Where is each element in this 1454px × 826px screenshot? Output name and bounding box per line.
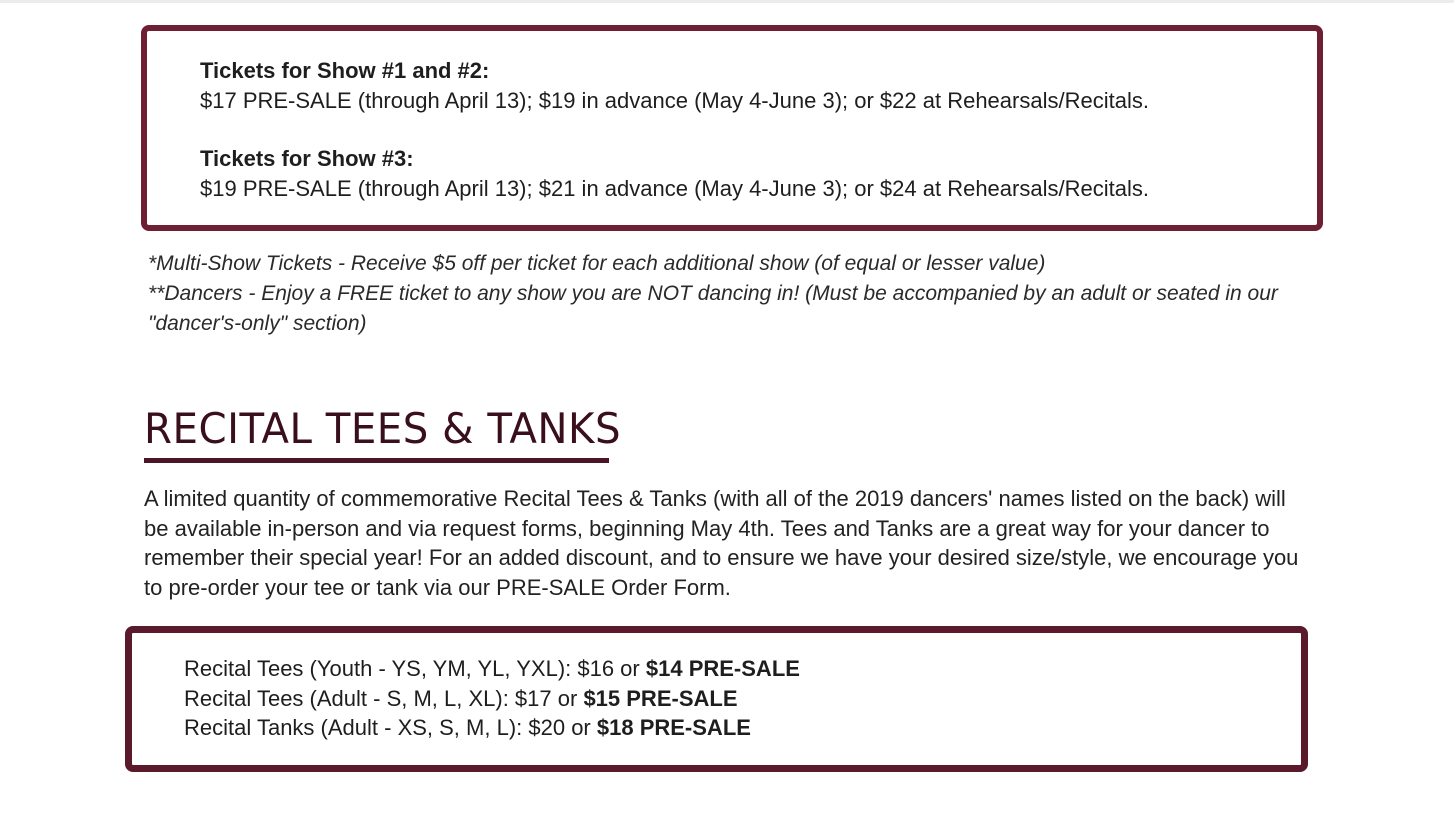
tee-presale-price: $14 PRE-SALE xyxy=(645,656,800,681)
tee-price-line xyxy=(184,713,800,743)
multi-show-note: *Multi-Show Tickets - Receive $5 off per ticket for each additional show (of equal or lesser value) xyxy=(148,252,1046,275)
show-1-2-ticket-info xyxy=(200,56,1149,116)
show-1-2-prices: $17 PRE-SALE (through April 13); $19 in advance (May 4-June 3); or $22 at Rehearsals/Recitals. xyxy=(200,88,1149,113)
show-3-ticket-info xyxy=(200,144,1149,204)
tee-price-line xyxy=(184,684,800,714)
dancers-note: **Dancers - Enjoy a FREE ticket to any show you are NOT dancing in! (Must be accompanied by an adult or seated in our "dancer's-only" section) xyxy=(148,282,1278,335)
tee-price-label: Recital Tanks (Adult - XS, S, M, L): $20 or xyxy=(184,715,597,741)
section-title: RECITAL TEES & TANKS xyxy=(144,404,622,453)
section-title-underline xyxy=(144,458,609,463)
show-1-2-heading: Tickets for Show #1 and #2: xyxy=(200,58,490,83)
tee-presale-price: $18 PRE-SALE xyxy=(596,715,751,741)
ticket-notes xyxy=(148,249,1338,339)
tee-price-line xyxy=(184,654,800,684)
top-divider xyxy=(0,0,1454,3)
ticket-prices-box xyxy=(141,25,1323,231)
tees-intro-paragraph: A limited quantity of commemorative Recital Tees & Tanks (with all of the 2019 dancers' names listed on the back) will be available in-person and via request forms, beginning May 4th. Tees and Tanks are a great way for your dancer to remember their special year! For an added discount, and to ensure we have your desired size/style, we encourage you to pre-order your tee or tank via our PRE-SALE Order Form. xyxy=(144,486,1299,600)
tee-price-list xyxy=(184,654,800,743)
tees-prices-box xyxy=(125,626,1308,772)
show-3-prices: $19 PRE-SALE (through April 13); $21 in advance (May 4-June 3); or $24 at Rehearsals/Recitals. xyxy=(200,176,1149,201)
tee-presale-price: $15 PRE-SALE xyxy=(583,685,738,711)
tee-price-label: Recital Tees (Youth - YS, YM, YL, YXL): $16 or xyxy=(184,656,646,681)
tee-price-label: Recital Tees (Adult - S, M, L, XL): $17 or xyxy=(184,685,584,711)
show-3-heading: Tickets for Show #3: xyxy=(200,146,414,171)
